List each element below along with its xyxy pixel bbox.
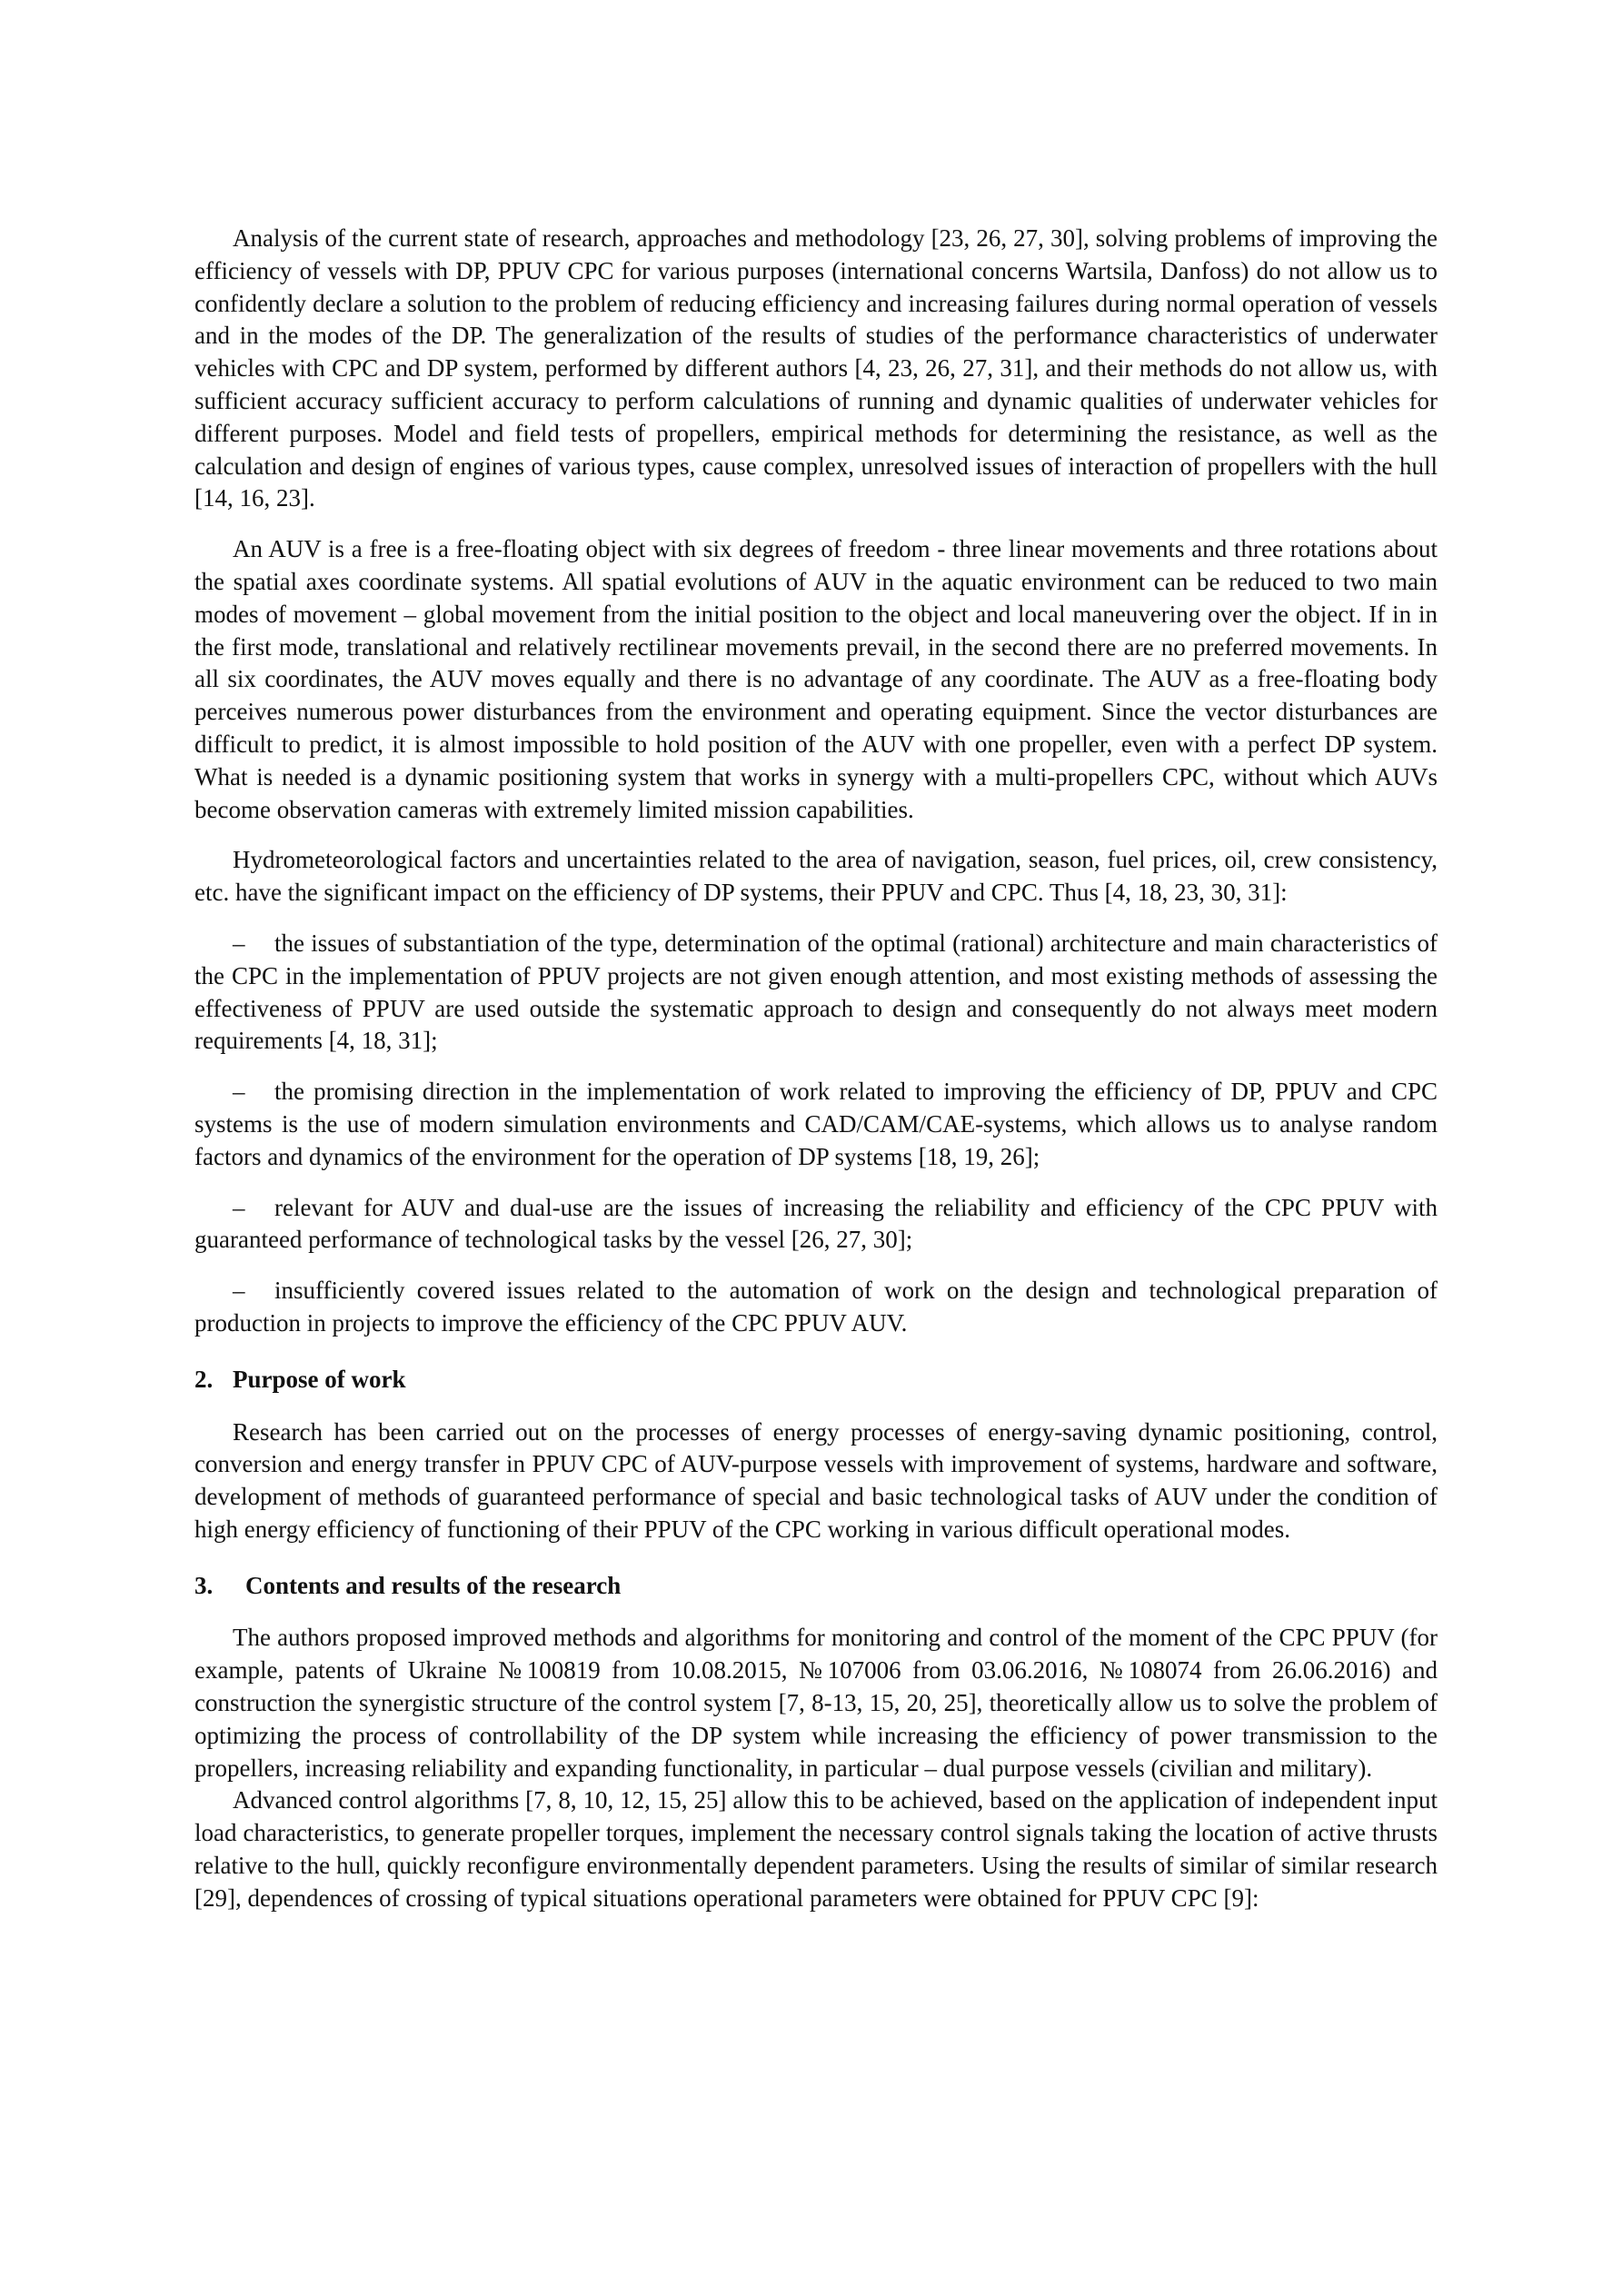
bullet-text-2: the promising direction in the implementation of work related to improving the efficiency of DP, PPUV and CPC systems is the use of modern simulation environments and CAD/CAM/CAE-systems, which allows us to analyse random factors and dynamics of the environment for the operation of DP systems [18, 19, 26]; [194,1078,1438,1170]
section-3-heading [194,1570,1438,1603]
bullet-dash: – [233,929,245,957]
bullet-text-1: the issues of substantiation of the type, determination of the optimal (rational) architecture and main characteristics of the CPC in the implementation of PPUV projects are not given enough attention, and most existing methods of assessing the effectiveness of PPUV are used outside the systematic approach to design and consequently do not always meet modern requirements [4, 18, 31]; [194,929,1438,1055]
bullet-item-4 [194,1275,1438,1340]
bullet-item-1 [194,928,1438,1058]
section-2-paragraph: Research has been carried out on the processes of energy processes of energy-saving dynamic positioning, control, conversion and energy transfer in PPUV CPC of AUV-purpose vessels with improvement of systems, hardware and software, development of methods of guaranteed performance of special and basic technological tasks of AUV under the condition of high energy efficiency of functioning of their PPUV of the CPC working in various difficult operational modes. [194,1417,1438,1543]
section-3-paragraph-1: The authors proposed improved methods and algorithms for monitoring and control of the moment of the CPC PPUV (for example, patents of Ukraine №100819 from 10.08.2015, №107006 from 03.06.2016, №108074 from 26.06.2016) and construction the synergistic structure of the control system [7, 8-13, 15, 20, 25], theoretically allow us to solve the problem of optimizing the process of controllability of the DP system while increasing the efficiency of power transmission to the propellers, increasing reliability and expanding functionality, in particular – dual purpose vessels (civilian and military). [194,1624,1438,1782]
intro-paragraph-3: Hydrometeorological factors and uncertainties related to the area of navigation, season, fuel prices, oil, crew consistency, etc. have the significant impact on the efficiency of DP systems, their PPUV and CPC. Thus [4, 18, 23, 30, 31]: [194,846,1438,907]
section-2-title: Purpose of work [233,1365,406,1393]
intro-paragraph-1: Analysis of the current state of research, approaches and methodology [23, 26, 27, 30], solving problems of improving the efficiency of vessels with DP, PPUV CPC for various purposes (international concerns Wartsila, Danfoss) do not allow us to confidently declare a solution to the problem of reducing efficiency and increasing failures during normal operation of vessels and in the modes of the DP. The generalization of the results of studies of the performance characteristics of underwater vehicles with CPC and DP system, performed by different authors [4, 23, 26, 27, 31], and their methods do not allow us, with sufficient accuracy sufficient accuracy to perform calculations of running and dynamic qualities of underwater vehicles for different purposes. Model and field tests of propellers, empirical methods for determining the resistance, as well as the calculation and design of engines of various types, cause complex, unresolved issues of interaction of propellers with the hull [14, 16, 23]. [194,224,1438,512]
bullet-dash: – [233,1193,245,1221]
section-2-heading [194,1364,1438,1396]
bullet-text-4: insufficiently covered issues related to the automation of work on the design and technological preparation of production in projects to improve the efficiency of the CPC PPUV AUV. [194,1277,1438,1337]
bullet-item-2 [194,1076,1438,1173]
intro-paragraph-2: An AUV is a free is a free-floating object with six degrees of freedom - three linear movements and three rotations about the spatial axes coordinate systems. All spatial evolutions of AUV in the aquatic environment can be reduced to two main modes of movement – global movement from the initial position to the object and local maneuvering over the object. If in in the first mode, translational and relatively rectilinear movements prevail, in the second there are no preferred movements. In all six coordinates, the AUV moves equally and there is no advantage of any coordinate. The AUV as a free-floating body perceives numerous power disturbances from the environment and operating equipment. Since the vector disturbances are difficult to predict, it is almost impossible to hold position of the AUV with one propeller, even with a perfect DP system. What is needed is a dynamic positioning system that works in synergy with a multi-propellers CPC, without which AUVs become observation cameras with extremely limited mission capabilities. [194,535,1438,823]
bullet-dash: – [233,1277,245,1305]
page-body [194,223,1438,1915]
bullet-dash: – [233,1078,245,1106]
bullet-text-3: relevant for AUV and dual-use are the issues of increasing the reliability and efficiency of the CPC PPUV with guaranteed performance of technological tasks by the vessel [26, 27, 30]; [194,1193,1438,1254]
bullet-item-3 [194,1192,1438,1257]
section-3-title: Contents and results of the research [245,1571,622,1599]
section-3-number: 3. [194,1571,214,1599]
section-2-number: 2. [194,1365,214,1393]
section-3-paragraph-2: Advanced control algorithms [7, 8, 10, 12, 15, 25] allow this to be achieved, based on the application of independent input load characteristics, to generate propeller torques, implement the necessary control signals taking the location of active thrusts relative to the hull, quickly reconfigure environmentally dependent parameters. Using the results of similar of similar research [29], dependences of crossing of typical situations operational parameters were obtained for PPUV CPC [9]: [194,1786,1438,1912]
